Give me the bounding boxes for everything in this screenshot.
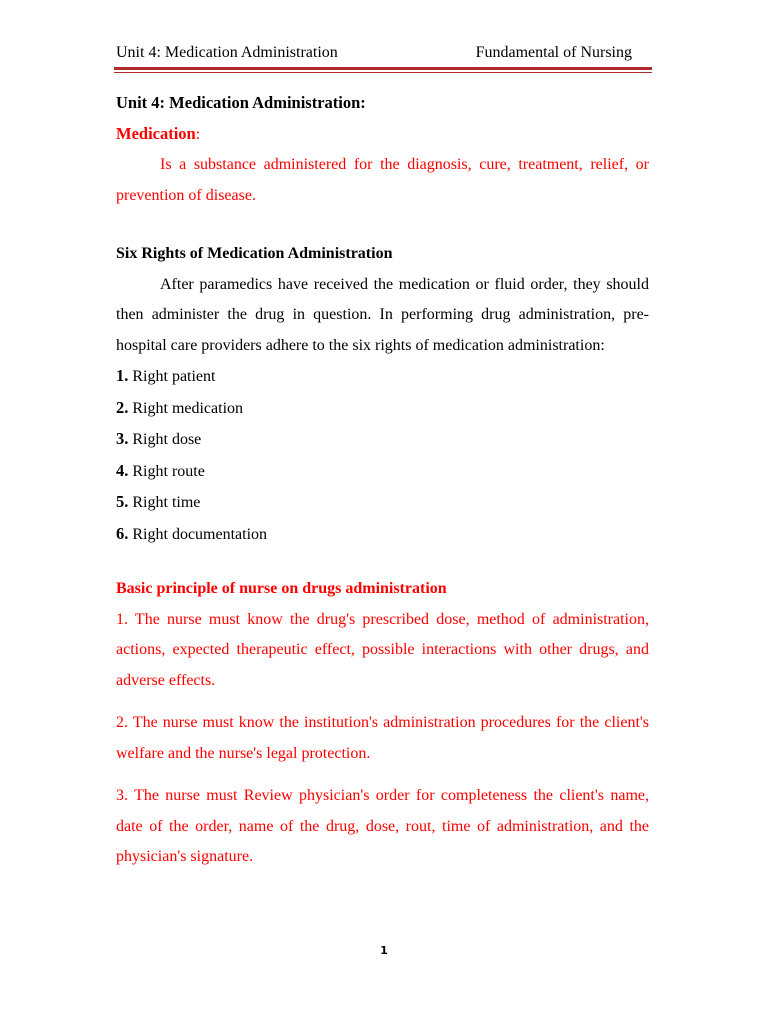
medication-definition: Is a substance administered for the diagnosis, cure, treatment, relief, or prevention of disease.: [116, 156, 649, 204]
page-body: [116, 88, 649, 873]
spacer: [116, 696, 649, 708]
list-item-number: 5.: [116, 492, 129, 511]
list-item: [116, 456, 649, 488]
list-item: [116, 487, 649, 519]
running-header: [116, 44, 652, 66]
spacer: [116, 211, 649, 239]
unit-heading: Unit 4: Medication Administration:: [116, 93, 366, 112]
list-item: [116, 424, 649, 456]
medication-colon: :: [195, 125, 201, 143]
header-unit-title: Unit 4: Medication Administration: [116, 44, 338, 61]
list-item: [116, 393, 649, 425]
spacer: [116, 550, 649, 574]
principle-item-2: 2. The nurse must know the institution's administration procedures for the client's welfare and the nurse's legal protection.: [116, 714, 649, 762]
principle-item-1: 1. The nurse must know the drug's prescribed dose, method of administration, actions, expected therapeutic effect, possible interactions with other drugs, and adverse effects.: [116, 610, 649, 689]
list-item-text: Right patient: [132, 368, 216, 385]
header-course-title: Fundamental of Nursing: [475, 44, 632, 61]
header-rule-thin: [114, 72, 652, 73]
principle-item-3: 3. The nurse must Review physician's order for completeness the client's name, date of the order, name of the drug, dose, rout, time of administration, and the physician's signature.: [116, 787, 649, 865]
list-item-text: Right dose: [132, 431, 202, 448]
list-item-number: 1.: [116, 366, 129, 385]
list-item: [116, 361, 649, 393]
six-rights-paragraph: After paramedics have received the medication or fluid order, they should then administer the drug in question. In performing drug administration, pre-hospital care providers adhere to the six rights of medication administration:: [116, 275, 649, 354]
medication-term-line: [116, 119, 649, 151]
list-item-number: 3.: [116, 429, 129, 448]
medication-term: Medication: [116, 123, 196, 143]
list-item-text: Right documentation: [132, 525, 268, 543]
page-number: 1: [380, 944, 388, 957]
spacer: [116, 769, 649, 781]
six-rights-heading: Six Rights of Medication Administration: [116, 245, 393, 262]
list-item-text: Right medication: [132, 399, 244, 417]
list-item-text: Right time: [132, 494, 201, 511]
list-item-text: Right route: [132, 462, 205, 480]
list-item-number: 4.: [116, 460, 129, 480]
list-item-number: 6.: [116, 523, 129, 543]
six-rights-list: [116, 361, 649, 550]
list-item-number: 2.: [116, 397, 129, 417]
header-rule-thick: [114, 67, 652, 70]
principles-heading: Basic principle of nurse on drugs administration: [116, 580, 447, 597]
list-item: [116, 519, 649, 551]
